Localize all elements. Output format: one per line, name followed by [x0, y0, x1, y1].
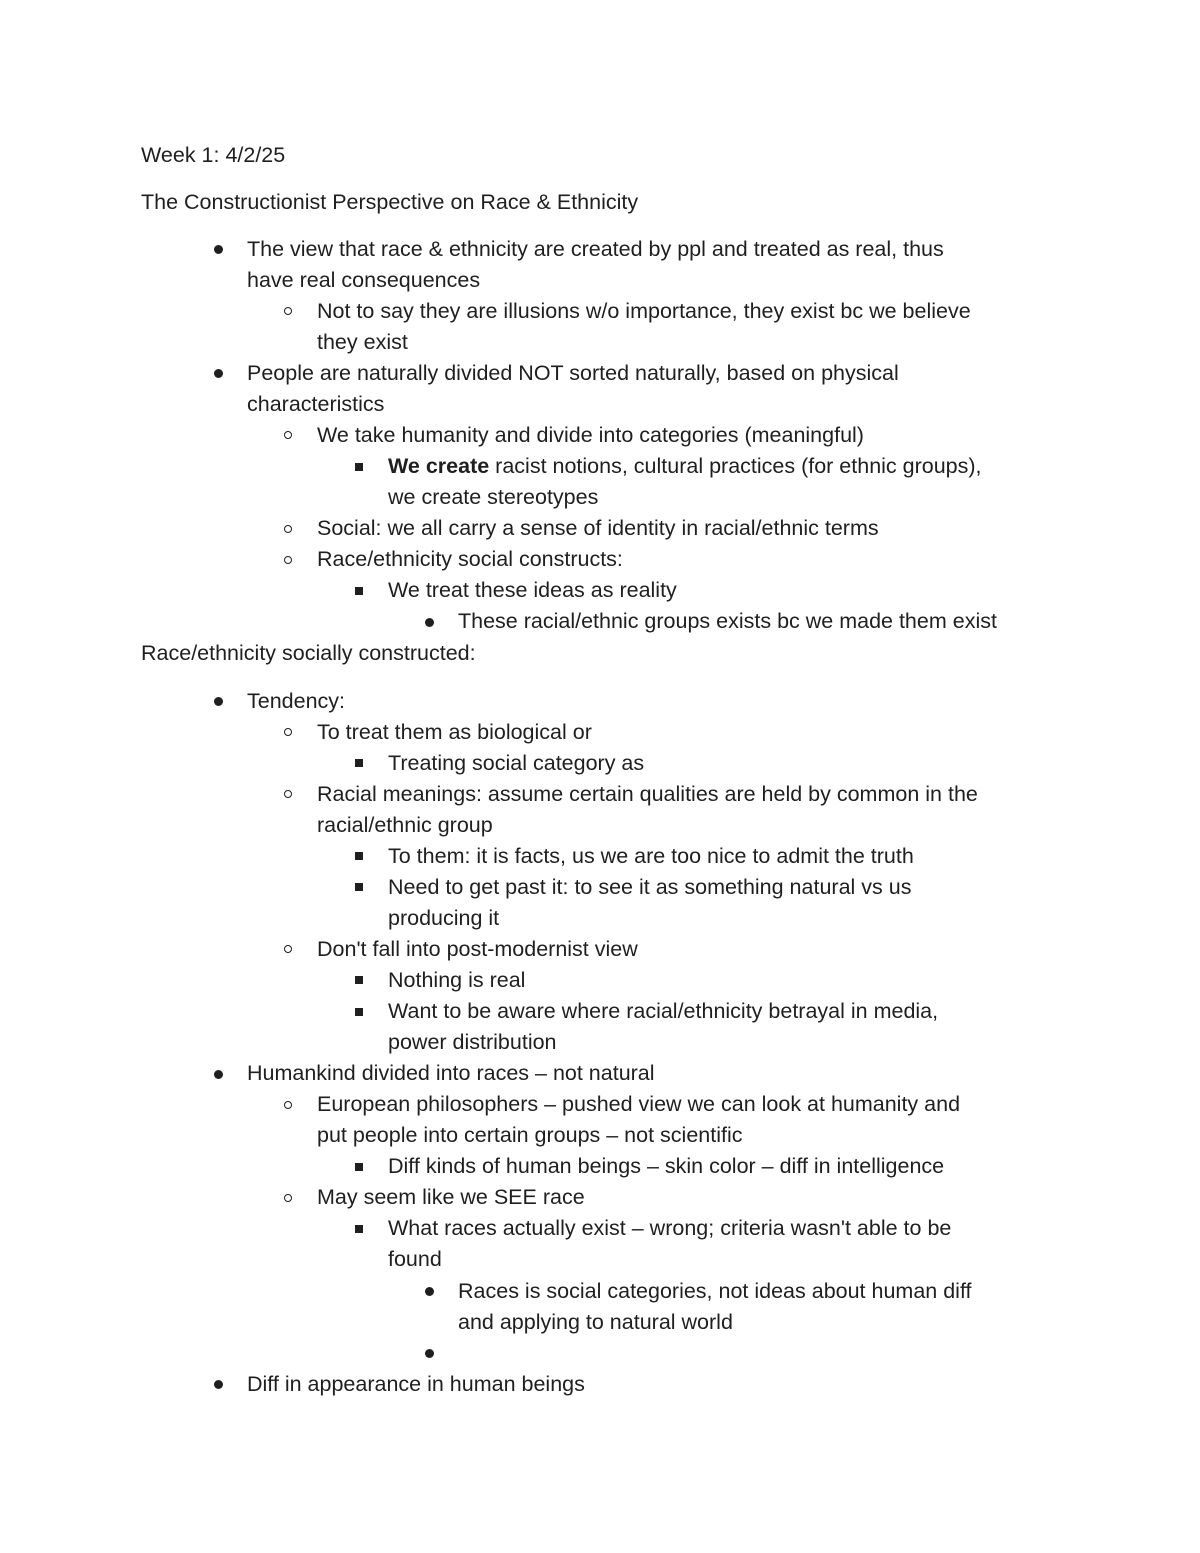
bullet-square-icon — [355, 883, 363, 891]
list-item-continuation: they exist — [317, 330, 408, 354]
bullet-circle-icon — [284, 431, 292, 439]
list-item: To treat them as biological or — [317, 720, 592, 744]
list-item-continuation: put people into certain groups – not scientific — [317, 1123, 743, 1147]
list-item-continuation: producing it — [388, 906, 500, 930]
date-heading: Week 1: 4/2/25 — [141, 143, 286, 167]
list-item: Treating social category as — [388, 751, 645, 775]
bullet-disc-icon — [214, 1070, 223, 1079]
list-item-continuation: we create stereotypes — [388, 485, 599, 509]
list-item: Don't fall into post-modernist view — [317, 937, 638, 961]
list-item-continuation: characteristics — [247, 392, 385, 416]
list-item: Racial meanings: assume certain qualities are held by common in the — [317, 782, 978, 806]
bullet-square-icon — [355, 1008, 363, 1016]
list-item: Race/ethnicity social constructs: — [317, 547, 623, 571]
bullet-disc-icon — [425, 1287, 434, 1296]
bullet-circle-icon — [284, 1194, 292, 1202]
list-item: We take humanity and divide into categories (meaningful) — [317, 423, 864, 447]
list-item: To them: it is facts, us we are too nice to admit the truth — [388, 844, 914, 868]
list-item — [388, 451, 982, 482]
list-item: People are naturally divided NOT sorted naturally, based on physical — [247, 361, 899, 385]
bullet-circle-icon — [284, 728, 292, 736]
bullet-disc-icon — [425, 618, 434, 627]
bullet-square-icon — [355, 1225, 363, 1233]
bullet-disc-icon — [214, 1380, 223, 1389]
list-item-continuation: found — [388, 1247, 442, 1271]
bullet-disc-icon — [214, 697, 223, 706]
list-item: European philosophers – pushed view we can look at humanity and — [317, 1092, 961, 1116]
bullet-circle-icon — [284, 1101, 292, 1109]
section-heading: Race/ethnicity socially constructed: — [141, 641, 476, 665]
list-item: Diff kinds of human beings – skin color – diff in intelligence — [388, 1154, 945, 1178]
bullet-square-icon — [355, 759, 363, 767]
bullet-circle-icon — [284, 307, 292, 315]
list-item: Social: we all carry a sense of identity in racial/ethnic terms — [317, 516, 879, 540]
bullet-square-icon — [355, 976, 363, 984]
list-item: Tendency: — [247, 689, 346, 713]
bullet-square-icon — [355, 852, 363, 860]
bullet-circle-icon — [284, 556, 292, 564]
list-item: Nothing is real — [388, 968, 526, 992]
list-item: What races actually exist – wrong; criteria wasn't able to be — [388, 1216, 952, 1240]
bullet-circle-icon — [284, 790, 292, 798]
bullet-circle-icon — [284, 525, 292, 533]
list-item: Want to be aware where racial/ethnicity betrayal in media, — [388, 999, 939, 1023]
bullet-disc-icon — [214, 369, 223, 378]
list-item: Humankind divided into races – not natural — [247, 1061, 655, 1085]
list-item-text: racist notions, cultural practices (for ethnic groups), — [489, 454, 982, 478]
bullet-disc-icon — [214, 245, 223, 254]
list-item-continuation: have real consequences — [247, 268, 481, 292]
bullet-disc-icon — [425, 1349, 434, 1358]
list-item: Not to say they are illusions w/o importance, they exist bc we believe — [317, 299, 971, 323]
list-item: May seem like we SEE race — [317, 1185, 585, 1209]
list-item: Diff in appearance in human beings — [247, 1372, 585, 1396]
list-item: The view that race & ethnicity are created by ppl and treated as real, thus — [247, 237, 944, 261]
list-item: These racial/ethnic groups exists bc we made them exist — [458, 609, 997, 633]
bullet-square-icon — [355, 463, 363, 471]
bullet-square-icon — [355, 587, 363, 595]
list-item: Races is social categories, not ideas about human diff — [458, 1279, 972, 1303]
page-title: The Constructionist Perspective on Race & Ethnicity — [141, 190, 639, 214]
list-item: Need to get past it: to see it as something natural vs us — [388, 875, 912, 899]
list-item-continuation: racial/ethnic group — [317, 813, 493, 837]
list-item: We treat these ideas as reality — [388, 578, 677, 602]
bullet-square-icon — [355, 1163, 363, 1171]
list-item-continuation: and applying to natural world — [458, 1310, 733, 1334]
list-item-continuation: power distribution — [388, 1030, 557, 1054]
bold-phrase: We create — [388, 454, 490, 478]
bullet-circle-icon — [284, 945, 292, 953]
